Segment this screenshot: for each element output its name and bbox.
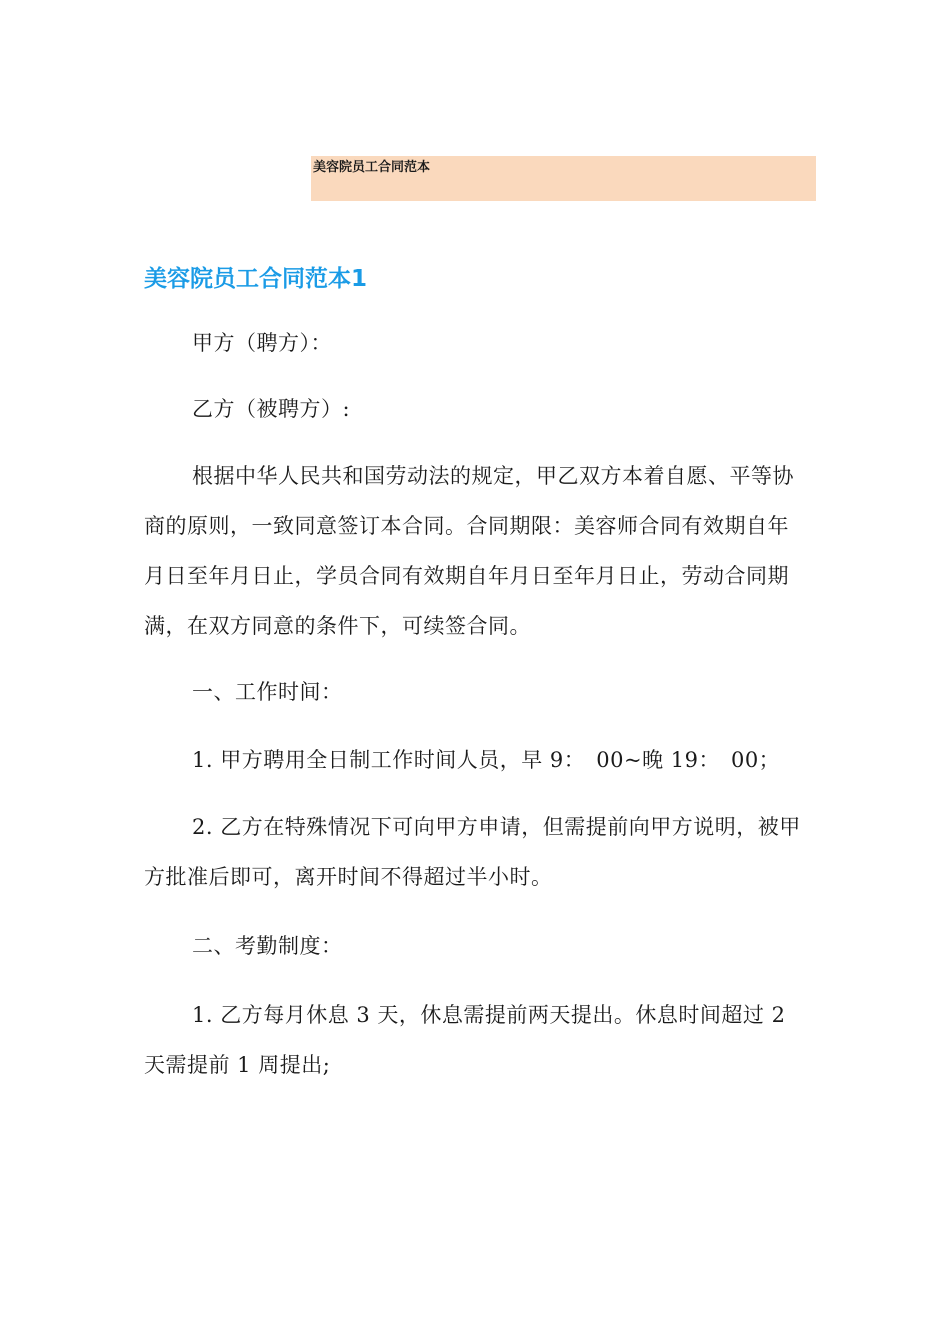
paragraph-work-hours-1: 1. 甲方聘用全日制工作时间人员，早 9： 00~晚 19： 00； bbox=[192, 748, 781, 772]
paragraph-work-hours-2: 2. 乙方在特殊情况下可向甲方申请，但需提前向甲方说明，被甲方批准后即可，离开时间不得超过半小时。 bbox=[144, 815, 801, 889]
paragraph-party-b: 乙方（被聘方）: bbox=[192, 397, 351, 421]
section-heading-attendance: 二、考勤制度： bbox=[192, 934, 343, 958]
header-title: 美容院员工合同范本 bbox=[313, 160, 431, 175]
paragraph-preamble: 根据中华人民共和国劳动法的规定，甲乙双方本着自愿、平等协商的原则，一致同意签订本合同。合同期限：美容师合同有效期自年月日至年月日止，学员合同有效期自年月日至年月日止，劳动合同期满，在双方同意的条件下，可续签合同。 bbox=[144, 464, 794, 638]
paragraph-party-a: 甲方（聘方）： bbox=[192, 331, 332, 355]
section-heading-work-hours: 一、工作时间： bbox=[192, 680, 343, 704]
paragraph-attendance-1: 1. 乙方每月休息 3 天，休息需提前两天提出。休息时间超过 2 天需提前 1 周提出; bbox=[144, 1003, 786, 1077]
document-title: 美容院员工合同范本1 bbox=[144, 266, 368, 292]
header-band bbox=[311, 156, 816, 201]
